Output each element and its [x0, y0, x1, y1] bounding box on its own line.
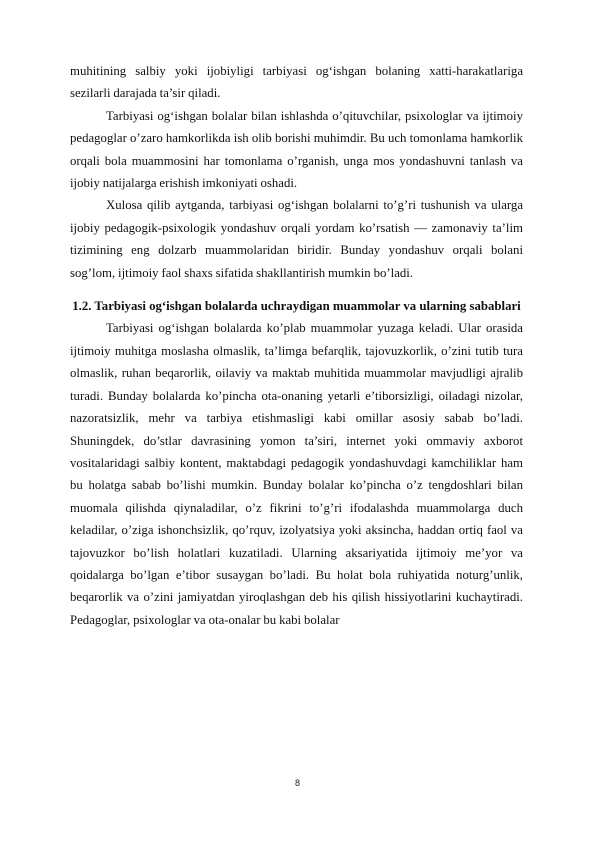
document-page [70, 60, 523, 631]
paragraph-conclusion: Xulosa qilib aytganda, tarbiyasi og‘ishgan bolalarni to’g’ri tushunish va ularga ijobiy pedagogik-psixologik yondashuv orqali yordam ko’rsatish — zamonaviy ta’lim tizimining eng dolzarb muammolaridan biridir. Bunday yondashuv orqali bolani sog’lom, ijtimoiy faol shaxs sifatida shakllantirish mumkin bo’ladi. [70, 198, 523, 280]
section-heading: 1.2. Tarbiyasi og‘ishgan bolalarda uchraydigan muammolar va ularning sabablari [72, 299, 521, 314]
paragraph-collaboration: Tarbiyasi og‘ishgan bolalar bilan ishlashda o’qituvchilar, psixologlar va ijtimoiy pedagoglar o’zaro hamkorlikda ish olib borishi muhimdir. Bu uch tomonlama hamkorlik orqali bola muammosini har tomonlama o’rganish, unga mos yondashuvni tanlash va ijobiy natijalarga erishish imkoniyati oshadi. [70, 108, 523, 191]
paragraph-continuation: muhitining salbiy yoki ijobiyligi tarbiyasi og‘ishgan bolaning xatti-harakatlariga sezilarli darajada ta’sir qiladi. [70, 64, 523, 101]
page-number: 8 [294, 778, 300, 788]
paragraph-section-body: Tarbiyasi og‘ishgan bolalarda ko’plab muammolar yuzaga keladi. Ular orasida ijtimoiy muhitga moslasha olmaslik, ta’limga befarqlik, tajovuzkorlik, o’zini tutib tura olmaslik, ruhan beqarorlik, oilaviy va maktab muhitida muammolar mavjudligi ajralib turadi. Bunday bolalarda ko’pincha ota-onaning yetarli e’tiborsizligi, oiladagi nizolar, nazoratsizlik, mehr va tarbiya etishmasligi kabi omillar asosiy sabab bo’ladi. Shuningdek, do’stlar davrasining yomon ta’siri, internet yoki ommaviy axborot vositalaridagi salbiy kontent, maktabdagi pedagogik yondashuvdagi kamchiliklar ham bu holatga sabab bo’lishi mumkin. Bunday bolalar ko’pincha o’z tengdoshlari bilan muomala qilishda qiynaladilar, o’z fikrini to’g’ri ifodalashda muammolarga duch keladilar, o’ziga ishonchsizlik, qo’rquv, izolyatsiya yoki aksincha, haddan ortiq faol va tajovuzkor bo’lish holatlari kuzatiladi. Ularning aksariyatida ijtimoiy me’yor va qoidalarga bo’lgan e’tibor susaygan bo’ladi. Bu holat bola ruhiyatida noturg’unlik, beqarorlik va o’zini jamiyatdan yiroqlashgan deb his qilish hissiyotlarini kuchaytiradi. Pedagoglar, psixologlar va ota-onalar bu kabi bolalar [70, 321, 523, 627]
